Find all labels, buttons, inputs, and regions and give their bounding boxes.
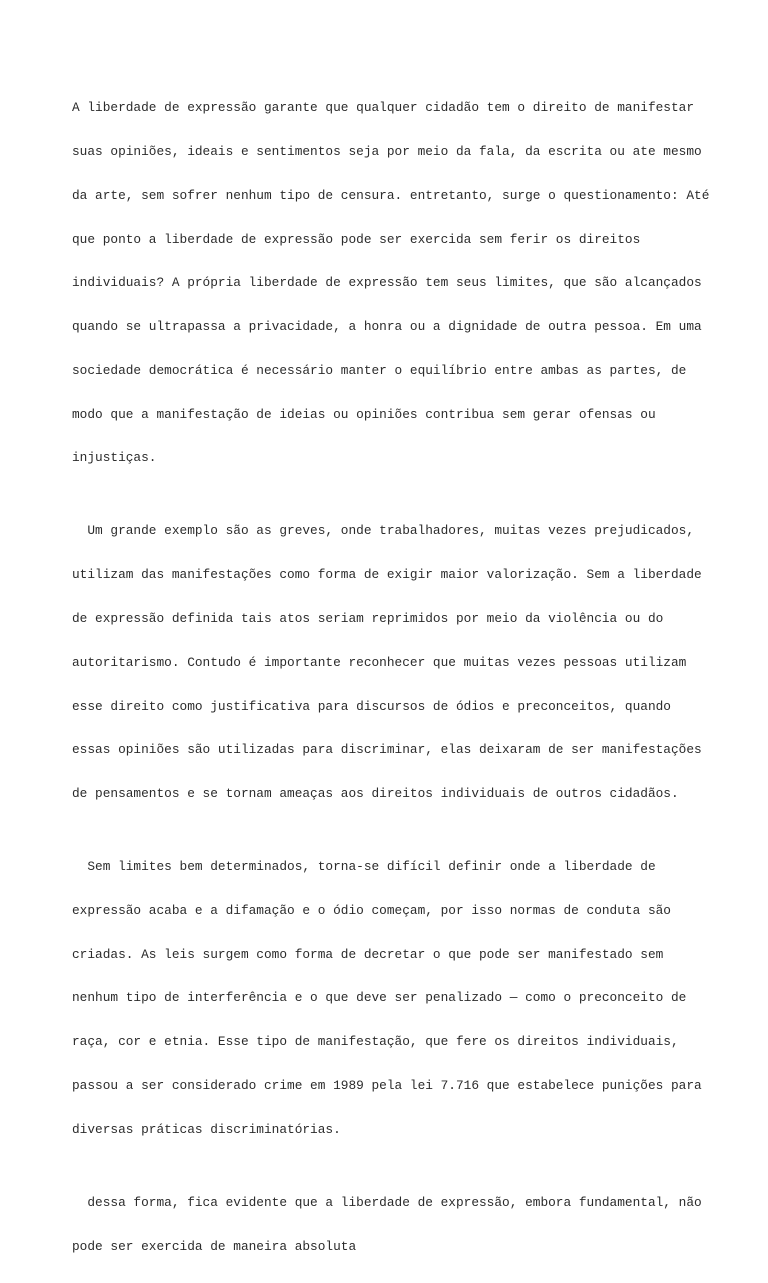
paragraph-line: esse direito como justificativa para discursos de ódios e preconceitos, quando xyxy=(72,698,671,714)
paragraph-line: da arte, sem sofrer nenhum tipo de censura. entretanto, surge o questionamento: Até xyxy=(72,187,710,203)
paragraph-line: raça, cor e etnia. Esse tipo de manifestação, que fere os direitos individuais, xyxy=(72,1034,679,1050)
paragraph-line: individuais? A própria liberdade de expressão tem seus limites, que são alcançados xyxy=(72,275,702,291)
paragraph-line: autoritarismo. Contudo é importante reconhecer que muitas vezes pessoas utilizam xyxy=(72,654,687,670)
paragraph-line: Sem limites bem determinados, torna-se difícil definir onde a liberdade de xyxy=(72,859,656,875)
paragraph-line: de expressão definida tais atos seriam reprimidos por meio da violência ou do xyxy=(72,610,664,626)
paragraph-4 xyxy=(72,1167,702,1283)
paragraph-line: injustiças. xyxy=(72,450,157,466)
paragraph-line: pode ser exercida de maneira absoluta xyxy=(72,1238,357,1254)
paragraph-line: sociedade democrática é necessário manter o equilíbrio entre ambas as partes, de xyxy=(72,362,687,378)
paragraph-line: A liberdade de expressão garante que qualquer cidadão tem o direito de manifestar xyxy=(72,100,695,116)
document-page xyxy=(72,72,710,1283)
paragraph-line: expressão acaba e a difamação e o ódio começam, por isso normas de conduta são xyxy=(72,902,671,918)
paragraph-line: Um grande exemplo são as greves, onde trabalhadores, muitas vezes prejudicados, xyxy=(72,523,695,539)
paragraph-line: utilizam das manifestações como forma de exigir maior valorização. Sem a liberdade xyxy=(72,567,702,583)
paragraph-line: criadas. As leis surgem como forma de decretar o que pode ser manifestado sem xyxy=(72,946,664,962)
paragraph-line: diversas práticas discriminatórias. xyxy=(72,1121,341,1137)
paragraph-1 xyxy=(72,72,710,495)
paragraph-2 xyxy=(72,495,702,831)
paragraph-3 xyxy=(72,831,702,1167)
paragraph-line: de pensamentos e se tornam ameaças aos direitos individuais de outros cidadãos. xyxy=(72,786,679,802)
paragraph-line: essas opiniões são utilizadas para discriminar, elas deixaram de ser manifestações xyxy=(72,742,702,758)
paragraph-line: nenhum tipo de interferência e o que deve ser penalizado — como o preconceito de xyxy=(72,990,687,1006)
paragraph-line: passou a ser considerado crime em 1989 pela lei 7.716 que estabelece punições para xyxy=(72,1077,702,1093)
paragraph-line: modo que a manifestação de ideias ou opiniões contribua sem gerar ofensas ou xyxy=(72,406,656,422)
paragraph-line: que ponto a liberdade de expressão pode ser exercida sem ferir os direitos xyxy=(72,231,641,247)
paragraph-line: dessa forma, fica evidente que a liberdade de expressão, embora fundamental, não xyxy=(72,1194,702,1210)
paragraph-line: suas opiniões, ideais e sentimentos seja por meio da fala, da escrita ou ate mesmo xyxy=(72,143,702,159)
paragraph-line: quando se ultrapassa a privacidade, a honra ou a dignidade de outra pessoa. Em uma xyxy=(72,319,702,335)
